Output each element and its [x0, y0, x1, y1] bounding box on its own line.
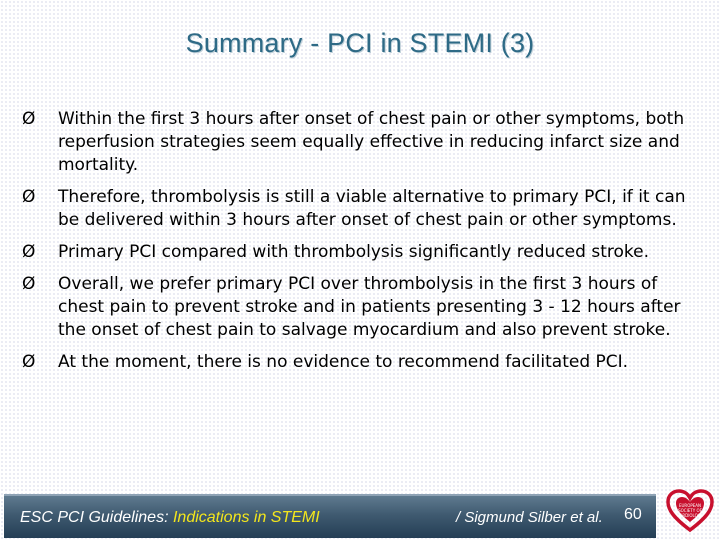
footer-section-label: Indications in STEMI [172, 509, 320, 526]
footer-bar [4, 494, 656, 538]
bullet-item [22, 351, 702, 374]
heart-logo-icon [664, 488, 716, 538]
bullet-item [22, 186, 702, 232]
bullet-list [22, 108, 702, 383]
bullet-item [22, 241, 702, 264]
page-number: 60 [624, 506, 642, 523]
arrow-bullet-icon: Ø [22, 274, 36, 294]
arrow-bullet-icon: Ø [22, 352, 36, 372]
logo-text-line: EUROPEAN [678, 503, 702, 508]
footer-author: / Sigmund Silber et al. [456, 509, 603, 526]
bullet-item [22, 273, 702, 342]
bullet-item [22, 108, 702, 177]
arrow-bullet-icon: Ø [22, 109, 36, 129]
bullet-text: Within the first 3 hours after onset of chest pain or other symptoms, both reperfusion strategies seem equally effective in reducing infarct size and mortality. [58, 109, 685, 175]
bullet-text: Overall, we prefer primary PCI over thrombolysis in the first 3 hours of chest pain to prevent stroke and in patients presenting 3 - 12 hours after the onset of chest pain to salvage myocardium and also prevent stroke. [58, 274, 681, 340]
slide-title: Summary - PCI in STEMI (3) [185, 28, 535, 58]
logo-text-line: SOCIETY OF [678, 508, 702, 513]
bullet-text: Primary PCI compared with thrombolysis significantly reduced stroke. [58, 242, 649, 262]
footer-guideline-label: ESC PCI Guidelines: [20, 509, 169, 526]
bullet-text: Therefore, thrombolysis is still a viable alternative to primary PCI, if it can be delivered within 3 hours after onset of chest pain or other symptoms. [58, 187, 686, 230]
footer-source [20, 509, 320, 527]
arrow-bullet-icon: Ø [22, 242, 36, 262]
esc-logo [664, 488, 716, 538]
bullet-text: At the moment, there is no evidence to recommend facilitated PCI. [58, 352, 629, 372]
logo-text-line: CARDIOLOGY [676, 513, 704, 518]
arrow-bullet-icon: Ø [22, 187, 36, 207]
